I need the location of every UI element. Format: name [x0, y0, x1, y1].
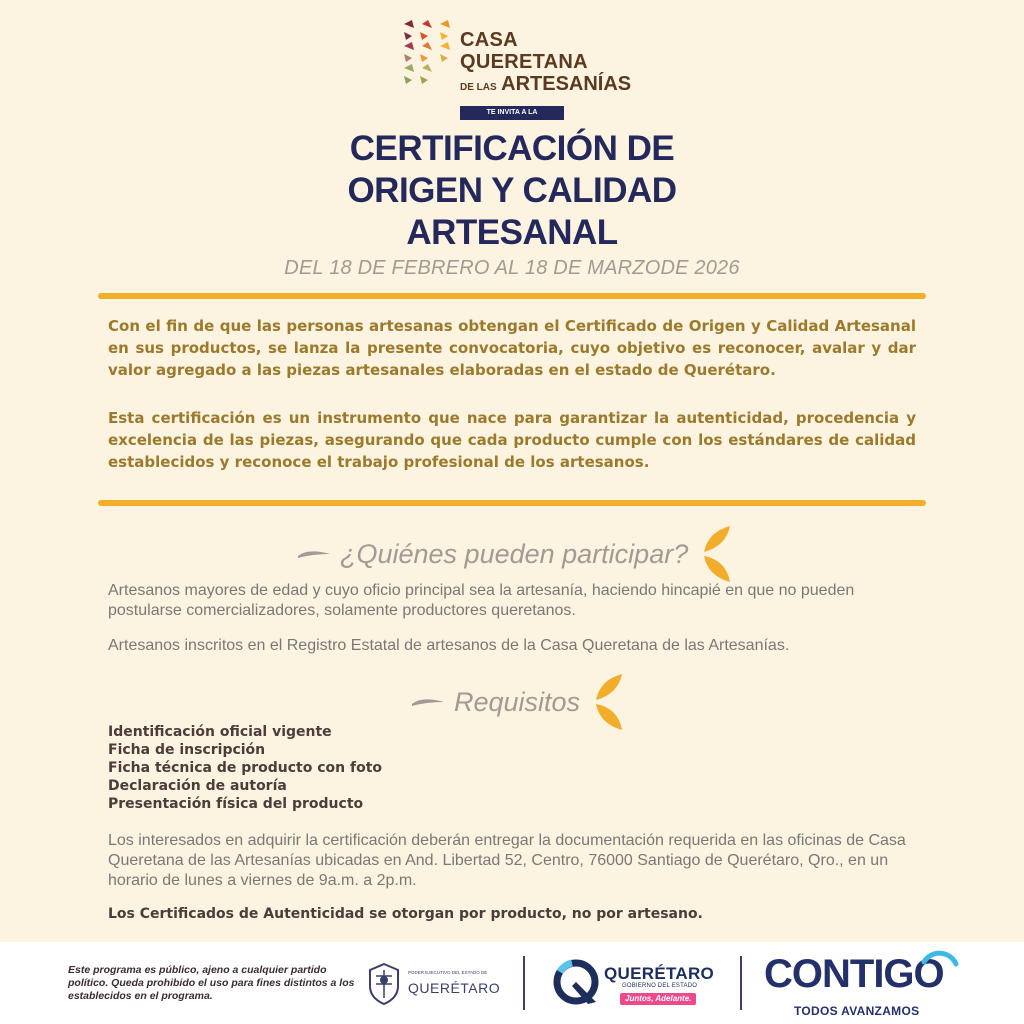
delivery-text: Los interesados en adquirir la certificación deberán entregar la documentación requerida en las oficinas de Casa Queretana de las Artesanías ubicadas en And. Libertad 52, Centro, 76000 Santiago de Querétaro, Qro., en un horario de lunes a viernes de 9a.m. a 2p.m.: [108, 832, 906, 889]
requirements-heading-text: Requisitos: [454, 686, 581, 717]
gov-small-text: PODER EJECUTIVO DEL ESTADO DE: [408, 970, 488, 975]
title-line-1: CERTIFICACIÓN DE: [349, 129, 675, 168]
participants-text-2: Artesanos inscritos en el Registro Estatal de artesanos de la Casa Queretana de las Artesanías.: [108, 637, 790, 654]
title-line-3: ARTESANAL: [406, 213, 618, 252]
list-item: Presentación física del producto: [108, 796, 364, 812]
qro-tagline: Juntos, Adelante.: [620, 993, 696, 1005]
list-item: Ficha técnica de producto con foto: [108, 760, 383, 776]
poder-ejecutivo-logo: [366, 962, 501, 1006]
queretaro-gobierno-logo: [552, 956, 722, 1012]
q-logo-icon: [552, 958, 600, 1006]
date-range: DEL 18 DE FEBRERO AL 18 DE MARZODE 2026: [284, 257, 740, 279]
invite-badge: TE INVITA A LA: [460, 106, 564, 120]
requirements-heading: [410, 672, 626, 732]
participants-heading: [296, 524, 734, 584]
list-item: Identificación oficial vigente: [108, 724, 332, 740]
contigo-logo: [764, 952, 964, 1022]
gov-name: QUERÉTARO: [408, 980, 501, 996]
leaf-icon: [592, 672, 626, 732]
logo-line-2: QUERETANA: [460, 51, 588, 73]
participants-heading-text: ¿Quiénes pueden participar?: [340, 538, 689, 569]
logo-line-3-small: DE LAS: [460, 82, 497, 93]
logo-line-3: [460, 74, 631, 94]
swoosh-icon: [410, 694, 446, 710]
footer-separator: [740, 956, 742, 1010]
page-title: [262, 128, 762, 254]
ring-icon: [914, 950, 964, 1000]
intro-paragraph-2: Esta certificación es un instrumento que nace para garantizar la autenticidad, procedencia y excelencia de las piezas, asegurando que cada producto cumple con los estándares de calidad establecidos y reconoce el trabajo profesional de los artesanos.: [108, 409, 916, 471]
qro-sub: GOBIERNO DEL ESTADO: [622, 983, 698, 989]
contigo-word: CONTIGO: [764, 952, 944, 996]
logo-line-1: CASA: [460, 29, 518, 51]
contigo-slogan: TODOS AVANZAMOS: [794, 1004, 920, 1018]
list-item: Declaración de autoría: [108, 778, 287, 794]
swoosh-icon: [296, 546, 332, 562]
participants-text-1: Artesanos mayores de edad y cuyo oficio principal sea la artesanía, haciendo hincapié en que no pueden postularse comercializadores, solamente productores queretanos.: [108, 582, 855, 619]
logo-line-3-big: ARTESANÍAS: [501, 73, 632, 95]
divider-top: [98, 293, 926, 299]
legal-disclaimer: Este programa es público, ajeno a cualquier partido político. Queda prohibido el uso para fines distintos a los establecidos en el programa.: [68, 964, 355, 1002]
divider-bottom: [98, 500, 926, 506]
artisan-pattern-icon: [400, 18, 456, 90]
list-item: Ficha de inscripción: [108, 742, 266, 758]
footer: [0, 942, 1024, 1024]
footer-separator: [523, 956, 525, 1010]
certificate-note: Los Certificados de Autenticidad se otorgan por producto, no por artesano.: [108, 906, 703, 922]
qro-name: QUERÉTARO: [604, 964, 715, 983]
requirements-list: [108, 723, 382, 813]
casa-queretana-logo: [400, 16, 640, 96]
logo-wordmark: [460, 30, 631, 94]
state-seal-icon: [366, 962, 402, 1006]
title-line-2: ORIGEN Y CALIDAD: [347, 171, 677, 210]
leaf-icon: [700, 524, 734, 584]
intro-paragraph-1: Con el fin de que las personas artesanas obtengan el Certificado de Origen y Calidad Artesanal en sus productos, se lanza la presente convocatoria, cuyo objetivo es reconocer, avalar y dar valor agregado a las piezas artesanales elaboradas en el estado de Querétaro.: [108, 317, 916, 379]
